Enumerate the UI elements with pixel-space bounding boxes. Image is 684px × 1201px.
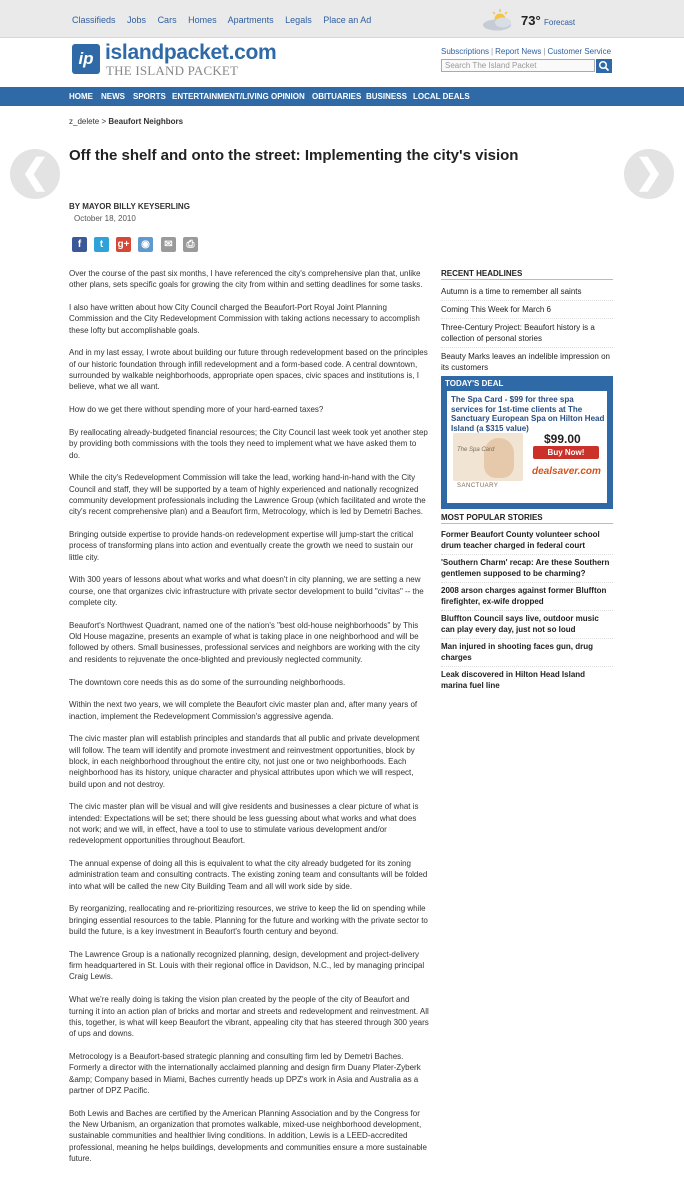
service-links: [441, 47, 611, 56]
email-icon[interactable]: ✉: [161, 237, 176, 252]
article-paragraph: How do we get there without spending more of your hard-earned taxes?: [69, 405, 324, 415]
article-body: [69, 268, 429, 1176]
article-paragraph: What we're really doing is taking the vision plan created by the people of the city of Beaufort and turning it into an action plan of bricks and mortar and streets and redevelopment and reinvestment. All this, together, is what will keep Beaufort the vibrant, appealing city that has steered through 300 years of ups and downs.: [69, 995, 429, 1039]
buy-now-button[interactable]: Buy Now!: [533, 446, 599, 459]
twitter-icon[interactable]: t: [94, 237, 109, 252]
customer-service-link[interactable]: Customer Service: [547, 47, 612, 56]
sanctuary-logo: SANCTUARY: [457, 483, 499, 489]
top-link-homes[interactable]: Homes: [188, 15, 217, 25]
top-links: [72, 15, 380, 25]
nav-home[interactable]: HOME: [69, 92, 93, 101]
logo-subtitle: THE ISLAND PACKET: [106, 63, 239, 78]
article-paragraph: Both Lewis and Baches are certified by the American Planning Association and by the Congress for the New Urbanism, an organization that promotes walkable, mixed-use neighborhood development, sustainable communities and healthier living conditions. In addition, Lewis is a LEED-accredited professional, meaning he helps buildings, developments and communities ensure a more sustainable future.: [69, 1108, 427, 1163]
popular-story-item[interactable]: Leak discovered in Hilton Head Island marina fuel line: [441, 670, 586, 690]
article-paragraph: Within the next two years, we will complete the Beaufort civic master plan and, after many years of inaction, implement the Redevelopment Commission's aggressive agenda.: [69, 700, 418, 721]
article-paragraph: By reorganizing, reallocating and re-prioritizing resources, we strive to keep the lid on spending while bringing essential resources to the table. Planning for the future and working with the private sector to build the future, is a key investment in Beaufort's fourth century and beyond.: [69, 904, 428, 937]
article-paragraph: While the city's Redevelopment Commission will take the lead, working hand-in-hand with the City Council and staff, they will be supported by a team of highly experienced and nationally recognized community development professionals including the Lawrence Group (which facilitated and wrote the city's recent comprehensive plan) and a Beaufort firm, Metrocology, which is led by Demetri Baches.: [69, 473, 426, 517]
site-logo[interactable]: [72, 41, 312, 78]
deal-price: $99.00: [544, 432, 581, 446]
popular-story-item[interactable]: 'Southern Charm' recap: Are these Southern gentlemen supposed to be charming?: [441, 555, 613, 583]
article-paragraph: The annual expense of doing all this is equivalent to what the city already budgeted for its zoning administration team and consulting contracts. The existing zoning team and consultants will be folded into what will be called the new City Building Team and all will work side by side.: [69, 859, 428, 891]
popular-story-item[interactable]: 2008 arson charges against former Bluffton firefighter, ex-wife dropped: [441, 583, 613, 611]
article-paragraph: Over the course of the past six months, I have referenced the city's comprehensive plan that, unlike other plans, sets specific goals for growing the city from within and setting deadlines for some tasks.: [69, 269, 423, 290]
nav-sports[interactable]: SPORTS: [133, 92, 166, 101]
top-link-legals[interactable]: Legals: [285, 15, 312, 25]
prev-article-button[interactable]: [10, 149, 60, 199]
nav-news[interactable]: NEWS: [101, 92, 125, 101]
spa-card-image: [453, 433, 523, 481]
popular-story-item[interactable]: Bluffton Council says live, outdoor music can play every day, just not so loud: [441, 611, 613, 639]
subscriptions-link[interactable]: Subscriptions: [441, 47, 490, 56]
article-paragraph: With 300 years of lessons about what works and what doesn't in city planning, we are setting a new course, one that organizes civic infrastructure with private sector development to build "civitas" -- the complete city.: [69, 575, 424, 608]
article-paragraph: The downtown core needs this as do some of the surrounding neighborhoods.: [69, 677, 346, 687]
nav-opinion[interactable]: OPINION: [271, 92, 305, 101]
top-link-place-an-ad[interactable]: Place an Ad: [323, 15, 372, 25]
todays-deal: [441, 376, 613, 509]
recent-headline-item[interactable]: Beauty Marks leaves an indelible impression on its customers: [441, 352, 610, 372]
recent-headline-item[interactable]: Coming This Week for March 6: [441, 301, 613, 319]
chevron-right-icon: ❯: [634, 153, 664, 191]
article-paragraph: Beaufort's Northwest Quadrant, named one of the nation's "best old-house neighborhoods" by This Old House magazine, presents an example of what is taking place in one neighborhood and will be followed by others. Small businesses, professional services and neighbors are working with the city and residents to rejuvenate the once-blighted and previously neglected community.: [69, 620, 420, 664]
recent-headline-item[interactable]: Autumn is a time to remember all saints: [441, 283, 613, 301]
top-link-apartments[interactable]: Apartments: [227, 15, 274, 25]
popular-story-item[interactable]: Man injured in shooting faces gun, drug charges: [441, 639, 613, 667]
breadcrumb-separator: >: [101, 117, 107, 126]
article-date: October 18, 2010: [74, 214, 136, 223]
recent-headlines: [441, 269, 613, 376]
report-news-link[interactable]: Report News: [495, 47, 542, 56]
top-link-cars[interactable]: Cars: [157, 15, 177, 25]
weather-temp: 73°: [521, 13, 541, 28]
next-article-button[interactable]: [624, 149, 674, 199]
article-paragraph: The civic master plan will be visual and will give residents and businesses a clear picture of what is intended: Expectations will be set; there should be less guessing about what works and what does not work; and we will, in effect, have a tool to use to stimulate various development and/or redevelopment opportunities throughout Beaufort.: [69, 802, 419, 846]
article-paragraph: The civic master plan will establish principles and standards that all public and private development will follow. The team will identify and promote investment and reinvestment opportunities, block by block, in each neighborhood throughout the entire city, not just one or two neighborhoods. Each neighborhood has its history, unique character and physical attributes upon which we will respect, build upon and not destroy.: [69, 734, 420, 789]
deal-card[interactable]: [447, 391, 607, 503]
forecast-link[interactable]: Forecast: [544, 18, 576, 27]
google-plus-icon[interactable]: g+: [117, 239, 130, 250]
deal-title[interactable]: The Spa Card - $99 for three spa services for 1st-time clients at The Sanctuary European Spa on Hilton Head Island (a $315 value): [451, 395, 605, 433]
article-paragraph: And in my last essay, I wrote about building our future through redevelopment based on the principles of our historic foundation through infill redevelopment and a form-based code. A central downtown, surrounded by walkable neighborhoods, appropriate open spaces, civic spaces and institutions is, I believe, what we all want.: [69, 348, 428, 392]
logo-name: islandpacket.com: [105, 41, 277, 64]
nav-entertainment[interactable]: ENTERTAINMENT/LIVING: [172, 92, 269, 101]
separator: |: [543, 47, 546, 56]
separator: |: [491, 47, 494, 56]
article-paragraph: Metrocology is a Beaufort-based strategic planning and consulting firm led by Demetri Baches. Formerly a director with the internationally acclaimed planning and design firm Duany Plater-Zyberk &amp; Company based in Miami, Baches currently heads up DPZ's work in Asia and Australia as a partner of DPZ Pacific.: [69, 1051, 421, 1095]
article-title: Off the shelf and onto the street: Implementing the city's vision: [69, 147, 519, 164]
nav-local-deals[interactable]: LOCAL DEALS: [413, 92, 470, 101]
article-paragraph: The Lawrence Group is a nationally recognized planning, design, development and project-delivery firm headquartered in St. Louis with their regional office in Davidson, N.C., led by managing principal Craig Lewis.: [69, 949, 425, 982]
article-byline: BY MAYOR BILLY KEYSERLING: [69, 202, 190, 211]
article-paragraph: By reallocating already-budgeted financial resources; the City Council last week took yet another step by providing both commissions with the tools they need to implement what we have asked them to do.: [69, 427, 428, 460]
search-icon: [596, 59, 612, 73]
chevron-left-icon: ❮: [20, 153, 50, 191]
breadcrumb-current[interactable]: Beaufort Neighbors: [108, 117, 184, 126]
main-nav: [0, 87, 684, 106]
top-link-classifieds[interactable]: Classifieds: [72, 15, 116, 25]
most-popular-heading: MOST POPULAR STORIES: [441, 513, 613, 524]
recent-headline-item[interactable]: Three-Century Project: Beaufort history is a collection of personal stories: [441, 319, 613, 348]
todays-deal-heading: TODAY'S DEAL: [445, 379, 504, 388]
article-paragraph: Bringing outside expertise to provide hands-on redevelopment expertise will jump-start the critical process of transforming plans into action and eventually create the growth we need to sustain our little city.: [69, 530, 414, 562]
article-paragraph: I also have written about how City Council charged the Beaufort-Port Royal Joint Planning Commission and the City Redevelopment Commission with taking actions necessary to accomplish these lofty but accomplishable goals.: [69, 303, 420, 335]
top-link-jobs[interactable]: Jobs: [127, 15, 147, 25]
dealsaver-logo[interactable]: dealsaver.com: [532, 466, 601, 477]
partly-cloudy-icon: [480, 8, 518, 32]
spa-card-brand: The Spa Card: [457, 447, 495, 453]
recent-headlines-heading: RECENT HEADLINES: [441, 269, 613, 280]
print-icon[interactable]: ⎙: [183, 237, 198, 252]
nav-business[interactable]: BUSINESS: [366, 92, 407, 101]
reddit-icon[interactable]: ◉: [138, 237, 153, 252]
most-popular-stories: [441, 513, 613, 694]
facebook-icon[interactable]: f: [72, 237, 87, 252]
search-input[interactable]: Search The Island Packet: [441, 59, 595, 72]
breadcrumb: [69, 117, 183, 126]
logo-badge: ip: [72, 44, 100, 74]
search-button[interactable]: [596, 59, 612, 73]
top-utility-bar: [0, 0, 684, 38]
nav-obituaries[interactable]: OBITUARIES: [312, 92, 362, 101]
spa-model-face: [484, 438, 514, 478]
breadcrumb-parent[interactable]: z_delete: [69, 117, 100, 126]
popular-story-item[interactable]: Former Beaufort County volunteer school drum teacher charged in federal court: [441, 527, 613, 555]
